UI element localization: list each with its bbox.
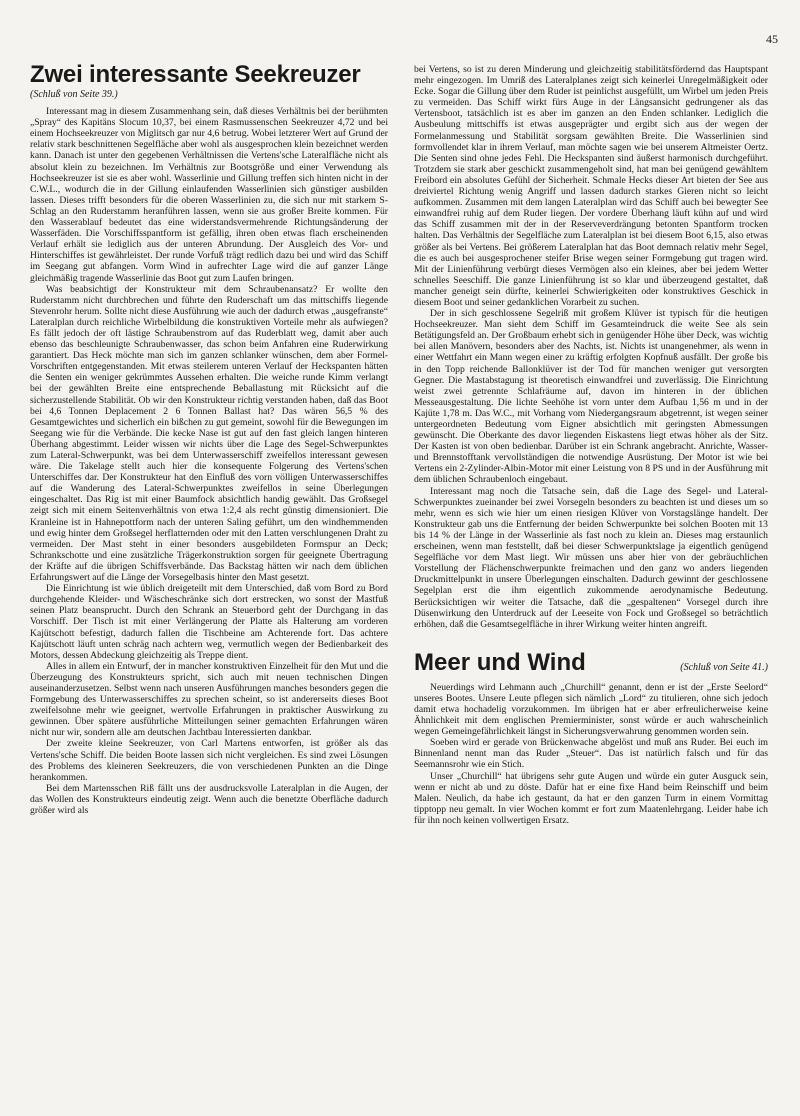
paragraph: Alles in allem ein Entwurf, der in mancher konstruktiven Einzelheit für den Mut und die Überzeugung des Konstrukteurs spricht, sich auch mit neuen technischen Dingen auseinanderzusetzen. Selbst wenn nach unseren Ausführungen manches besonders gegen die Formgebung des Unterwasserschiffes zu sprechen scheint, so ist andererseits dieses Boot zweifelsohne mehr wie geeignet, wertvolle Erfahrungen in praktischer Auswirkung zu gewinnen. Über spätere ausführliche Mitteilungen seiner gemachten Erfahrungen wären nicht nur wir, sondern alle am deutschen Jachtbau Interessierten dankbar. <box>30 660 388 739</box>
continued-note: (Schluß von Seite 39.) <box>30 89 118 100</box>
paragraph: Bei dem Martensschen Riß fällt uns der ausdrucksvolle Lateralplan in die Augen, der das Wollen des Konstrukteurs eindeutig zeigt. Wenn auch die benetzte Oberfläche dadurch größer wird als <box>30 782 388 816</box>
paragraph: Neuerdings wird Lehmann auch „Churchill“ genannt, denn er ist der „Erste Seelord“ unseres Bootes. Unsere Leute pflegen sich nämlich „Lord“ zu titulieren, ohne sich jedoch damit etwa hochadelig vorzukommen. Im übrigen hat er aber erfreulicherweise keine Ähnlichkeit mit dem englischen Premierminister, sonst würde er auch wahrscheinlich wegen Gemeingefährlichkeit längst in Sicherungsverwahrung genommen worden sein. <box>414 681 768 738</box>
right-column <box>414 64 768 826</box>
paragraph: Interessant mag in diesem Zusammenhang sein, daß dieses Verhältnis bei der berühmten „Spray“ des Kapitäns Slocum 10,37, bei einem Rasmussenschen Seekreuzer 4,72 und bei einem Hochseekreuzer von Miglitsch gar nur 4,6 betrug. Wobei letzterer Wert auf Grund der relativ stark beschnittenen Segelfläche aber wohl als ausgesprochen klein bezeichnet werden kann. Danach ist unter den gegebenen Verhältnissen die Vertens'sche Lateralfläche nicht als absolut klein zu bezeichnen. Im Verhältnis zur Bootsgröße und einer Verwendung als Hochseekreuzer ist sie es aber wohl. Wasserlinie und Gillung treffen sich hinten nicht in der C.W.L., wodurch die in der Gillung einlaufenden Wasserlinien sich günstiger ausbilden lassen. Dieses trifft besonders für die oberen Wasserlinien zu, die sich nur mit starkem S-Schlag an den Ruderstamm heranführen lassen, wenn sie aus großer Breite kommen. Für den Wasserablauf bedeutet das eine widerstandsvermehrende Richtungsänderung der Wasserfäden. Die Vorschiffsspantform ist gefällig, ihren oben etwas flach erscheinenden Verlauf erhält sie lediglich aus der unteren Abrundung. Der Ausgleich des Vor- und Hinterschiffes ist gewährleistet. Der runde Vorfuß trägt redlich dazu bei und wird das Schiff im Seegang gut abfangen. Vorm Wind in aufrechter Lage wird die auf ganzer Länge gleichmäßig tragende Wasserlinie das Boot gut zum Laufen bringen. <box>30 106 388 284</box>
paragraph: Soeben wird er gerade von Brückenwache abgelöst und muß ans Ruder. Bei euch im Binnenland nennt man das Ruder „Steuer“. Das ist natürlich falsch und für das Seemannsrohr wie ein Stich. <box>414 737 768 771</box>
paragraph: Interessant mag noch die Tatsache sein, daß die Lage des Segel- und Lateral-Schwerpunktes zueinander bei zwei Vorsegeln besonders zu beachten ist und dieses um so mehr, wenn es sich wie hier um einen riesigen Klüver von Vorstagslänge handelt. Der Konstrukteur gab uns die Entfernung der beiden Schwerpunkte bei solchen Booten mit 13 bis 14 % der Länge in der Wasserlinie als fast noch zu klein an. Dieses mag erstaunlich erscheinen, wenn man feststellt, daß bei dieser Schwerpunktslage ja eigentlich genügend Segelfläche vor dem Mast liegt. Wir müssen uns aber hier von der gebräuchlichen Vorstellung der Flächenschwerpunkte freimachen und den ganz wo anders liegenden Druckmittelpunkt in unsere Überlegungen einschalten. Dadurch gewinnt der geschlossene Segelplan erst die ihm eigentlich zukommende aerodynamische Bedeutung. Berücksichtigen wir weiter die Tatsache, daß die „gespaltenen“ Vorsegel durch ihre Düsenwirkung den Unterdruck auf der Leeseite von Fock und Großsegel so beträchtlich erhöhen, daß die Gesamtsegelfläche in ihrer Wirkung weiter hinten angreift. <box>414 485 768 630</box>
page-number: 45 <box>766 32 778 46</box>
left-column <box>30 62 388 816</box>
paragraph: Was beabsichtigt der Konstrukteur mit dem Schraubenansatz? Er wollte den Ruderstamm nicht durchbrechen und führte den Ruderschaft um das mittschiffs liegende Stevenrohr herum. Sollte nicht diese Ausführung wie auch der dadurch etwas „ausgefranste“ Lateralplan durch reichliche Wirbelbildung die konstruktiven Vorteile mehr als aufwiegen? Es fällt jedoch der oft lästige Schraubenstrom auf das Ruderblatt weg, damit aber auch ebenso das beschleunigte Schraubenwasser, das schon beim Anfahren eine Ruderwirkung garantiert. Das Heck möchte man sich im ganzen schlanker wünschen, dem aber Formel-Vorschriften entgegenstanden. Mit etwas steilerem unteren Verlauf der Heckspanten hätten die Senten ein weniger gekrümmtes Aussehen erhalten. Die weiche runde Kimm verlangt bei der gewählten Breite eine entsprechende Beballastung mit Rücksicht auf die sicherzustellende Stabilität. Ob wir den Konstrukteur richtig verstanden haben, daß das Boot bei 4,6 Tonnen Deplacement 2 6 Tonnen Ballast hat? Das wären 56,5 % des Gesamtgewichtes und sicherlich ein bißchen zu gut gemeint, sowohl für die Bewegungen im Seegang wie für die Verbände. Die kecke Nase ist gut auf den fast gleich langen hinteren Überhang abgestimmt. Leider wissen wir nichts über die Lage des Segel-Schwerpunktes zum Lateral-Schwerpunkt, was bei dem Unterwasserschiff zweifellos interessant gewesen wäre. Die Takelage stellt auch hier die konsequente Folgerung des Vertens'schen Unterschiffes dar. Der Konstrukteur hat den Einfluß des vorn völligen Unterwasserschiffes auf die Wanderung des Lateral-Schwerpunktes zweifellos in seine Überlegungen eingeschaltet. Das Rig ist mit einer Baumfock absichtlich handig gewählt. Das Großsegel zeigt sich mit einem Seitenverhältnis von etwa 1:2,4 als recht günstig dimensioniert. Die Kranleine ist in Hahnepottform nach der unteren Saling geführt, um den windhemmenden und ewig hinter dem Großsegel herflatternden oder mit den Latten verschlungenen Draht zu vermeiden. Der Mast steht in einer besonders ausgebildeten Formspur an Deck; Schrankschotte und eine zusätzliche Trägerkonstruktion sorgen für geeignete Übertragung der Kräfte auf die übrigen Schiffsverbände. Das Backstag hätten wir nach dem üblichen Erfahrungswert auf die Länge der Vorsegelbasis hinter den Mast gesetzt. <box>30 283 388 584</box>
second-article-title: Meer und Wind <box>414 648 586 676</box>
paragraph: Die Einrichtung ist wie üblich dreigeteilt mit dem Unterschied, daß vom Bord zu Bord durchgehende Kleider- und Wäscheschränke sich dort erstrecken, wo sonst der Mastfuß seinen Platz beansprucht. Durch den Schrank an Steuerbord geht der Durchgang in das Vorschiff. Der Tisch ist mit einer Verlängerung der Platte als Halterung am vorderen Kajütschott befestigt, dadurch fallen die Tischbeine am Achterende fort. Das achtere Kajütschott läuft unten schräg nach achtern weg, vermutlich wegen der Bedienbarkeit des Motors, dessen Abdeckung gleichzeitig als Treppe dient. <box>30 583 388 661</box>
second-article-continued-note: (Schluß von Seite 41.) <box>680 661 768 673</box>
second-article-header <box>414 650 768 676</box>
article-title: Zwei interessante Seekreuzer <box>30 61 361 88</box>
paragraph: Unser „Churchill“ hat übrigens sehr gute Augen und würde ein guter Ausguck sein, wenn er nicht ab und zu döste. Dafür hat er eine fixe Hand beim Reinschiff und beim Malen. Neulich, da habe ich gestaunt, da hat er den ganzen Turm in einem Vormittag tipptopp neu gemalt. In vier Wochen kommt er fort zum Maatenlehrgang. Leider habe ich für ihn noch keinen vollwertigen Ersatz. <box>414 770 768 826</box>
paragraph: Der zweite kleine Seekreuzer, von Carl Martens entworfen, ist größer als das Vertens'sche Schiff. Die beiden Boote lassen sich nicht vergleichen. Es sind zwei Lösungen des Problems des kleineren Seekreuzers, die von verschiedenen Punkten an die Dinge herankommen. <box>30 738 388 783</box>
paragraph: bei Vertens, so ist zu deren Minderung und gleichzeitig stabilitätsfördernd das Hauptspant mehr eingezogen. Im Umriß des Lateralplanes zeigt sich keinerlei Unregelmäßigkeit oder Ecke. Sogar die Gillung über dem Ruder ist peinlichst ausgefüllt, um Wirbel um jeden Preis zu vermeiden. Das Schiff wirkt fürs Auge in der Längsansicht gedrungener als das Vertensboot, tatsächlich ist es aber im ganzen an den Enden schlanker. Lediglich die Ausbeulung mittschiffs ist etwas ausgeprägter und ergibt sich aus der wegen der Formelanmessung und Stabilität sorgsam gewählten Breite. Die Wasserlinien sind formvollendet klar in ihrem Verlauf, man möchte sagen wie bei unserem Altmeister Oertz. Die Senten sind ohne jedes Fehl. Die Heckspanten sind äußerst harmonisch durchgeführt. Trotzdem sie stark aber geschickt zusammengeholt sind, hat man bei genügend gewähltem Freibord ein absolutes Gefühl der Sicherheit. Schmale Hecks dieser Art bieten der See aus dreiviertel Richtung wenig Angriff und lassen dadurch starkes Gieren nicht so leicht aufkommen. Zusammen mit dem langen Lateralplan wird das Schiff auch bei bewegter See einwandfrei ruhig auf dem Ruder liegen. Der vordere Überhang läuft kühn auf und wird das Schiff zusammen mit der in der Reserveverdrängung betonten Spantform trocken halten. Das Verhältnis der Segelfläche zum Lateralplan ist bei diesem Boot 6,15, also etwas größer als bei Vertens. Bei größerem Lateralplan hat das Boot demnach relativ mehr Segel, die es auch bei ausgesprochener steifer Brise wegen seiner Formgebung gut tragen wird. Mit der Linienführung verbürgt dieses Vermögen also ein kleines, aber bei jedem Wetter schnelles Seeschiff. Die ganze Linienführung ist so klar und überzeugend gestaltet, daß mancher geneigt sein dürfte, keinerlei Schwierigkeiten oder konstruktives Geschick in diesem Boot und seiner gedanklichen Vorarbeit zu suchen. <box>414 64 768 308</box>
paragraph: Der in sich geschlossene Segelriß mit großem Klüver ist typisch für die heutigen Hochseekreuzer. Man sieht dem Schiff im Gesamteindruck die weite See als sein Betätigungsfeld an. Der Großbaum erhebt sich in genügender Höhe über Deck, was wichtig bei allen Manövern, besonders aber des Nachts, ist. Nichts ist unangenehmer, als wenn in einer Wettfahrt ein Mann wegen einer zu kräftig erfolgten Kopfnuß ausfällt. Der große bis in den Topp reichende Ballonklüver ist der Tod für manchen weniger gut versorgten Gegner. Die Mastabstagung ist theoretisch einwandfrei und zuverlässig. Die Einrichtung weist zwei getrennte Schlafräume auf, davon im hinteren in der üblichen Messeausgestaltung. Die lichte Seehöhe ist vorn unter dem Aufbau 1,56 m und in der Kajüte 1,78 m. Das W.C., mit Vorhang vom Niedergangsraum abgetrennt, ist wegen seiner untergeordneten Bedeutung vom Eigner absichtlich mit geringsten Abmessungen gewünscht. Die Oberkante des davor liegenden Eiskastens liegt etwas höher als der Sitz. Der Kasten ist von oben bedienbar. Darüber ist ein Schrank angebracht. Anrichte, Wasser- und Brennstofftank vervollständigen die notwendige Ausrüstung. Der Motor ist wie bei Vertens ein 2-Zylinder-Albin-Motor mit einer Leistung von 8 PS und in der Ausführung mit dem üblichen Schraubenloch eingebaut. <box>414 308 768 486</box>
second-article-body <box>414 682 768 826</box>
